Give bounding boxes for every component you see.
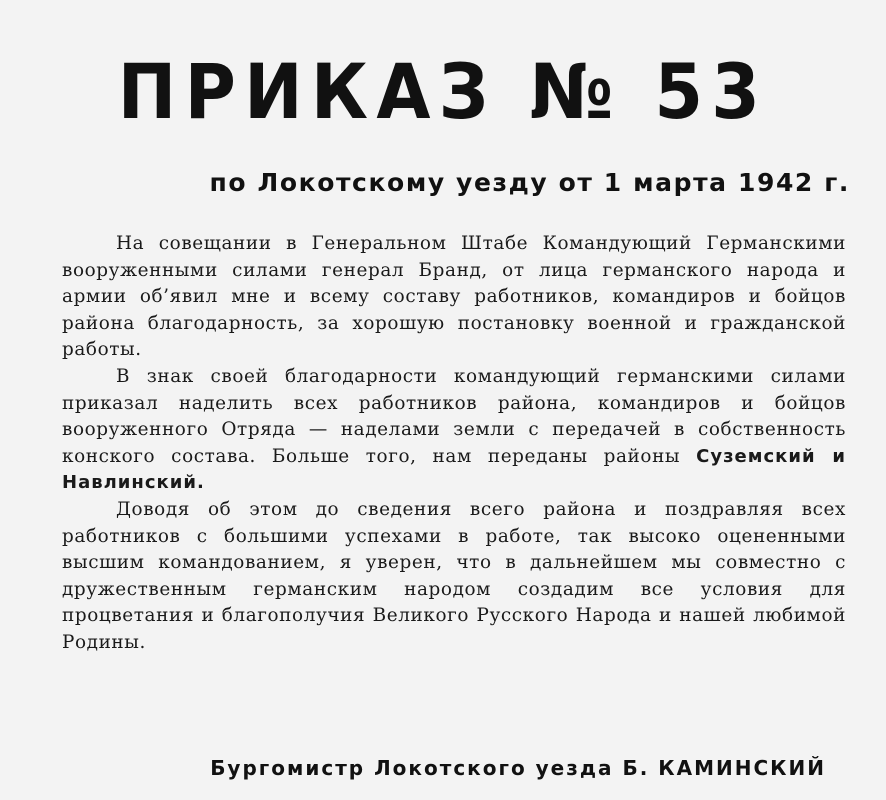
paragraph-1: На совещании в Генеральном Штабе Командующий Германскими вооруженными силами генерал Бранд, от лица германского народа и армии об’явил мне и всему составу работников, командиров и бойцов района благодарность, за хорошую постановку военной и гражданской работы. [62,233,846,361]
signature-line: Бургомистр Локотского уезда Б. КАМИНСКИЙ [210,756,826,780]
districts-names: Суземский и Навлинский. [62,445,846,494]
paragraph-3: Доводя об этом до сведения всего района и поздравляя всех работников с большими успехами в работе, так высоко оцененными высшим командованием, я уверен, что в дальнейшем мы совместно с дружественным германским народом создадим все условия для процветания и благополучия Великого Русского Народа и нашей любимой Родины. [62,498,846,653]
order-body [62,231,846,657]
paragraph-2 [62,364,846,497]
order-title: ПРИКАЗ № 53 [117,47,769,136]
paragraph-2-text: В знак своей благодарности командующий германскими силами приказал наделить всех работников района, командиров и бойцов вооруженного Отряда — наделами земли с передачей в собственность конского состава. Больше того, нам переданы районы [62,365,846,467]
order-subtitle: по Локотскому уезду от 1 марта 1942 г. [209,168,850,197]
